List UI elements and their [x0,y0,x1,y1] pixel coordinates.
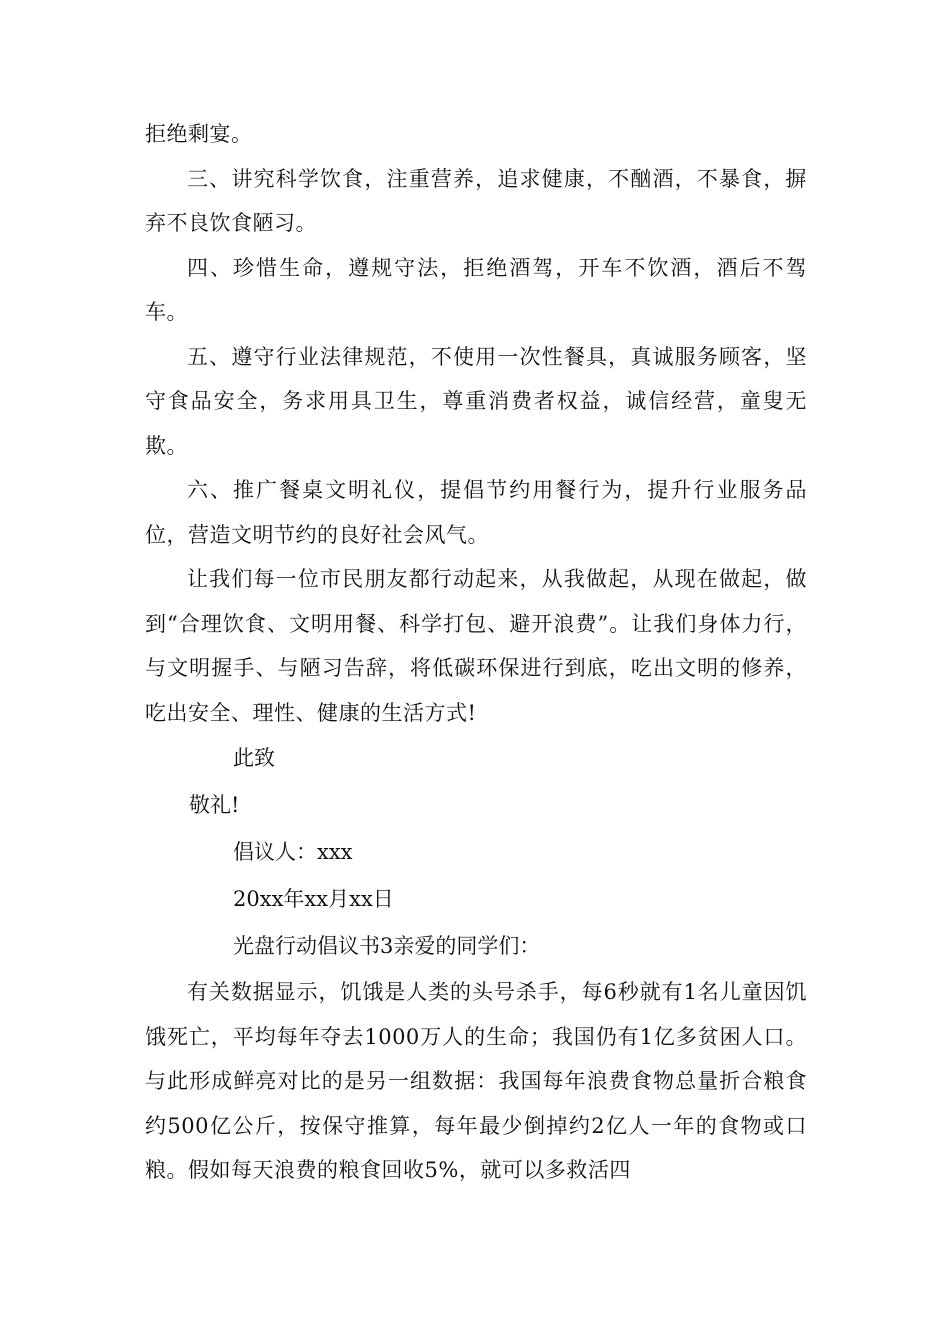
paragraph-4: 五、遵守行业法律规范，不使用一次性餐具，真诚服务顾客，坚守食品安全，务求用具卫生，尊重消费者权益，诚信经营，童叟无欺。 [145,344,807,458]
paragraph-3: 四、珍惜生命，遵规守法，拒绝酒驾，开车不饮酒，酒后不驾车。 [145,255,807,324]
next-section-paragraph: 有关数据显示，饥饿是人类的头号杀手，每6秒就有1名儿童因饥饿死亡，平均每年夺去1000万人的生命；我国仍有1亿多贫困人口。与此形成鲜亮对比的是另一组数据：我国每年浪费食物总量折合粮食约500亿公斤，按保守推算，每年最少倒掉约2亿人一年的食物或口粮。假如每天浪费的粮食回收5%，就可以多救活四 [145,980,807,1182]
document-body [145,112,807,1193]
next-section-title: 光盘行动倡议书3亲爱的同学们： [233,934,541,958]
date-line: 20xx年xx月xx日 [233,887,394,911]
paragraph-2: 三、讲究科学饮食，注重营养，追求健康，不酗酒，不暴食，摒弃不良饮食陋习。 [145,166,807,235]
paragraph-6: 让我们每一位市民朋友都行动起来，从我做起，从现在做起，做到“合理饮食、文明用餐、科学打包、避开浪费”。让我们身体力行，与文明握手、与陋习告辞，将低碳环保进行到底，吃出文明的修养，吃出安全、理性、健康的生活方式! [145,567,807,725]
closing-salutation: 此致 [233,746,275,770]
paragraph-1: 拒绝剩宴。 [145,122,253,146]
closing-respect: 敬礼! [189,793,240,817]
paragraph-5: 六、推广餐桌文明礼仪，提倡节约用餐行为，提升行业服务品位，营造文明节约的良好社会风气。 [145,478,807,547]
signer-line: 倡议人：xxx [233,840,353,864]
